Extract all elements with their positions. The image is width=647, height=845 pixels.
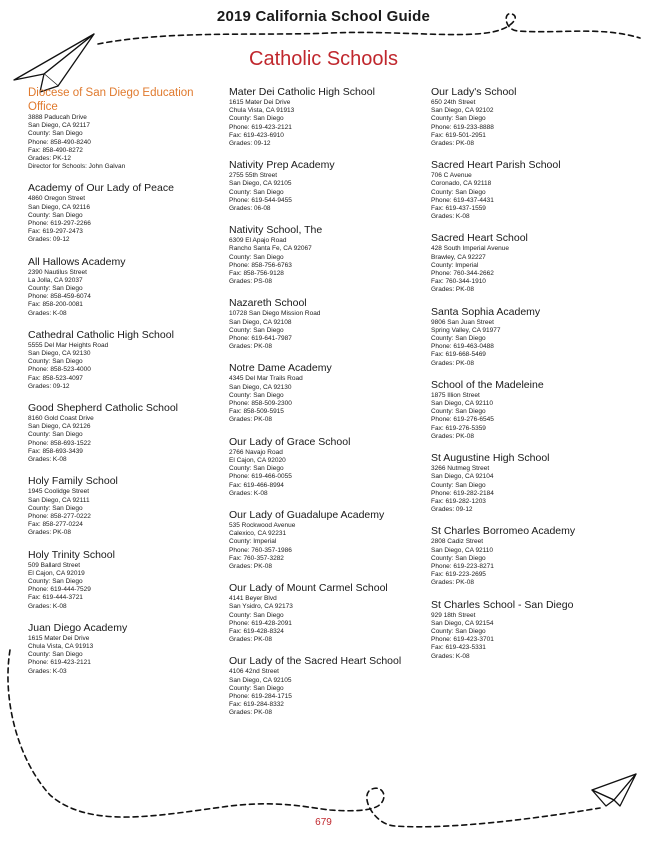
school-detail-line: Grades: K-08	[431, 652, 470, 660]
school-detail-line: Grades: PK-08	[431, 286, 474, 294]
school-detail-line: Chula Vista, CA 91913	[28, 642, 94, 650]
school-detail-line: San Diego, CA 92105	[229, 676, 292, 684]
school-detail-line: County: San Diego	[229, 391, 284, 399]
school-column-3	[431, 86, 626, 672]
school-detail-line: County: San Diego	[229, 253, 284, 261]
school-detail-line: County: San Diego	[229, 326, 284, 334]
school-detail-line: Fax: 619-501-2951	[431, 131, 486, 139]
school-name: Our Lady of Mount Carmel School	[229, 582, 388, 595]
school-detail-line: County: San Diego	[28, 130, 83, 138]
school-entry	[28, 256, 218, 318]
school-detail-line: Grades: 09-12	[431, 506, 473, 514]
school-detail-line: Phone: 858-277-0222	[28, 512, 91, 520]
school-name: Holy Family School	[28, 475, 118, 488]
school-entry	[431, 86, 626, 148]
school-detail-line: Phone: 760-357-1986	[229, 546, 292, 554]
school-detail-line: County: San Diego	[229, 115, 284, 123]
school-entry	[229, 224, 424, 286]
school-detail-line: Grades: K-08	[28, 602, 67, 610]
school-name: All Hallows Academy	[28, 255, 126, 268]
school-column-1	[28, 86, 218, 687]
school-entry	[229, 436, 424, 498]
school-detail-line: Phone: 619-437-4431	[431, 196, 494, 204]
school-detail-line: San Diego, CA 92105	[229, 180, 292, 188]
school-name: Nativity School, The	[229, 224, 323, 237]
school-detail-line: 8160 Gold Coast Drive	[28, 415, 94, 423]
school-entry	[431, 306, 626, 368]
school-detail-line: County: San Diego	[28, 577, 83, 585]
school-detail-line: County: San Diego	[28, 285, 83, 293]
school-detail-line: Fax: 760-357-3282	[229, 554, 284, 562]
school-entry	[28, 622, 218, 676]
school-entry	[431, 525, 626, 587]
school-detail-line: Grades: 06-08	[229, 205, 271, 213]
school-detail-line: Phone: 619-423-3701	[431, 636, 494, 644]
school-column-2	[229, 86, 424, 729]
school-entry	[229, 297, 424, 351]
school-detail-line: 2390 Nautilus Street	[28, 268, 87, 276]
school-detail-line: 9806 San Juan Street	[431, 318, 494, 326]
school-entry	[28, 549, 218, 611]
school-detail-line: Phone: 619-297-2266	[28, 220, 91, 228]
school-detail-line: Fax: 619-668-5469	[431, 351, 486, 359]
school-name: Good Shepherd Catholic School	[28, 402, 179, 415]
school-name: Notre Dame Academy	[229, 362, 332, 375]
school-detail-line: San Diego, CA 92104	[431, 473, 494, 481]
school-detail-line: Phone: 619-423-2121	[229, 123, 292, 131]
school-detail-line: San Diego, CA 92130	[229, 383, 292, 391]
school-detail-line: San Diego, CA 92130	[28, 350, 91, 358]
school-entry	[229, 86, 424, 148]
school-detail-line: Phone: 619-428-2091	[229, 619, 292, 627]
school-detail-line: 1945 Coolidge Street	[28, 488, 90, 496]
school-detail-line: Grades: PS-08	[229, 278, 272, 286]
school-detail-line: Phone: 619-233-8888	[431, 123, 494, 131]
school-detail-line: County: San Diego	[229, 188, 284, 196]
school-detail-line: Grades: K-08	[28, 456, 67, 464]
school-detail-line: Rancho Santa Fe, CA 92067	[229, 245, 312, 253]
school-detail-line: Phone: 619-444-7529	[28, 586, 91, 594]
school-detail-line: Phone: 760-344-2662	[431, 270, 494, 278]
school-detail-line: La Jolla, CA 92037	[28, 276, 83, 284]
school-detail-line: Grades: PK-08	[229, 416, 272, 424]
school-name: Our Lady's School	[431, 86, 517, 98]
school-detail-line: 650 24th Street	[431, 99, 476, 106]
school-name: Santa Sophia Academy	[431, 305, 541, 318]
school-detail-line: Grades: PK-08	[229, 709, 272, 717]
school-detail-line: Grades: K-08	[28, 309, 67, 317]
school-entry	[229, 582, 424, 644]
school-detail-line: Phone: 858-509-2300	[229, 400, 292, 408]
school-name: St Charles School - San Diego	[431, 598, 574, 611]
school-detail-line: 4141 Beyer Blvd	[229, 595, 277, 603]
school-detail-line: Fax: 858-523-4097	[28, 374, 83, 382]
school-name: Nativity Prep Academy	[229, 159, 335, 172]
school-detail-line: Grades: PK-08	[229, 636, 272, 644]
school-detail-line: Fax: 858-756-9128	[229, 270, 284, 278]
school-detail-line: Coronado, CA 92118	[431, 180, 492, 188]
school-detail-line: Chula Vista, CA 91913	[229, 107, 295, 115]
school-detail-line: 509 Ballard Street	[28, 561, 81, 569]
school-detail-line: Phone: 619-463-0488	[431, 343, 494, 351]
school-name: Sacred Heart School	[431, 232, 528, 245]
school-detail-line: 2808 Cadiz Street	[431, 538, 484, 546]
school-detail-line: Fax: 858-509-5915	[229, 408, 284, 416]
school-detail-line: Brawley, CA 92227	[431, 253, 486, 261]
school-detail-line: County: San Diego	[229, 684, 284, 692]
school-detail-line: San Diego, CA 92116	[28, 203, 91, 211]
school-detail-line: County: Imperial	[229, 538, 277, 546]
school-detail-line: County: San Diego	[431, 115, 486, 123]
school-detail-line: County: San Diego	[28, 504, 83, 512]
school-entry	[28, 402, 218, 464]
school-detail-line: 929 18th Street	[431, 611, 476, 619]
school-detail-line: County: Imperial	[431, 261, 479, 269]
school-detail-line: 1615 Mater Dei Drive	[28, 634, 90, 642]
school-detail-line: County: San Diego	[431, 481, 486, 489]
school-detail-line: Grades: PK-08	[229, 562, 272, 570]
school-name: Nazareth School	[229, 297, 307, 310]
school-detail-line: El Cajon, CA 92020	[229, 456, 286, 464]
school-detail-line: San Diego, CA 92110	[431, 546, 494, 554]
school-detail-line: San Diego, CA 92110	[431, 400, 494, 408]
school-detail-line: Grades: 09-12	[28, 236, 70, 244]
school-detail-line: Grades: 09-12	[229, 140, 271, 148]
school-entry	[229, 362, 424, 424]
school-detail-line: Phone: 619-284-1715	[229, 692, 292, 700]
school-detail-line: Phone: 858-756-6763	[229, 261, 292, 269]
school-detail-line: Fax: 619-223-2695	[431, 571, 486, 579]
school-detail-line: 6309 El Apajo Road	[229, 237, 287, 245]
school-detail-line: Grades: PK-12	[28, 155, 71, 163]
school-detail-line: County: San Diego	[28, 431, 83, 439]
school-detail-line: Fax: 619-282-1203	[431, 497, 486, 505]
school-detail-line: Phone: 858-693-1522	[28, 439, 91, 447]
school-detail-line: Fax: 858-277-0224	[28, 521, 83, 529]
school-detail-line: Fax: 619-437-1559	[431, 205, 486, 213]
school-detail-line: Phone: 619-223-8271	[431, 562, 494, 570]
school-detail-line: Director for Schools: John Galvan	[28, 163, 126, 171]
school-detail-line: 2755 55th Street	[229, 172, 278, 180]
school-detail-line: County: San Diego	[431, 627, 486, 635]
school-detail-line: County: San Diego	[28, 358, 83, 366]
school-entry	[431, 159, 626, 221]
school-detail-line: Phone: 619-282-2184	[431, 489, 494, 497]
school-detail-line: Phone: 619-466-0055	[229, 473, 292, 481]
school-name: Our Lady of the Sacred Heart School	[229, 655, 402, 668]
school-detail-line: 4860 Oregon Street	[28, 195, 86, 203]
school-detail-line: 3888 Paducah Drive	[28, 114, 87, 121]
school-name: Diocese of San Diego Education Office	[28, 87, 194, 113]
school-entry	[28, 86, 218, 171]
school-detail-line: Grades: PK-08	[28, 529, 71, 537]
school-detail-line: Fax: 619-276-5359	[431, 424, 486, 432]
school-entry	[28, 182, 218, 244]
school-detail-line: Fax: 619-423-6910	[229, 131, 284, 139]
school-detail-line: County: San Diego	[431, 335, 486, 343]
school-detail-line: Grades: 09-12	[28, 382, 70, 390]
school-detail-line: Fax: 760-344-1910	[431, 278, 486, 286]
school-detail-line: 428 South Imperial Avenue	[431, 245, 509, 253]
school-detail-line: Fax: 858-693-3439	[28, 447, 83, 455]
school-detail-line: County: San Diego	[28, 651, 83, 659]
school-detail-line: San Diego, CA 92102	[431, 107, 494, 115]
page-header-title: 2019 California School Guide	[216, 8, 431, 25]
school-detail-line: Phone: 858-490-8240	[28, 138, 91, 146]
school-entry	[28, 329, 218, 391]
school-detail-line: Grades: PK-08	[431, 359, 474, 367]
school-detail-line: San Diego, CA 92117	[28, 122, 91, 130]
school-detail-line: Fax: 858-490-8272	[28, 146, 83, 154]
school-detail-line: Phone: 858-523-4000	[28, 366, 91, 374]
school-detail-line: Phone: 619-423-2121	[28, 659, 91, 667]
school-entry	[229, 509, 424, 571]
school-entry	[229, 655, 424, 717]
page-number: 679	[315, 817, 332, 828]
school-detail-line: 2766 Navajo Road	[229, 448, 283, 456]
school-detail-line: Phone: 619-544-9455	[229, 196, 292, 204]
school-entry	[431, 232, 626, 294]
school-detail-line: Fax: 619-423-5331	[431, 644, 486, 652]
school-detail-line: County: San Diego	[229, 465, 284, 473]
school-detail-line: 5555 Del Mar Heights Road	[28, 341, 109, 349]
school-detail-line: Fax: 619-428-8324	[229, 627, 284, 635]
school-name: Juan Diego Academy	[28, 621, 128, 634]
school-detail-line: Fax: 858-200-0081	[28, 301, 83, 309]
school-detail-line: Grades: K-08	[229, 489, 268, 497]
school-detail-line: Phone: 858-459-6074	[28, 293, 91, 301]
school-detail-line: 10728 San Diego Mission Road	[229, 310, 321, 318]
school-detail-line: Grades: PK-08	[229, 343, 272, 351]
school-detail-line: Grades: PK-08	[431, 140, 474, 148]
school-detail-line: El Cajon, CA 92019	[28, 569, 85, 577]
school-entry	[431, 379, 626, 441]
school-detail-line: County: San Diego	[229, 611, 284, 619]
school-detail-line: 1615 Mater Dei Drive	[229, 99, 291, 106]
school-detail-line: San Ysidro, CA 92173	[229, 603, 293, 611]
school-detail-line: Phone: 619-641-7987	[229, 335, 292, 343]
school-detail-line: Fax: 619-466-8994	[229, 481, 284, 489]
school-detail-line: 535 Rockwood Avenue	[229, 521, 296, 529]
school-detail-line: San Diego, CA 92111	[28, 496, 90, 504]
school-detail-line: Calexico, CA 92231	[229, 530, 287, 538]
school-entry	[28, 475, 218, 537]
school-name: Our Lady of Guadalupe Academy	[229, 508, 385, 521]
school-detail-line: County: San Diego	[431, 554, 486, 562]
school-detail-line: San Diego, CA 92126	[28, 423, 91, 431]
school-detail-line: Fax: 619-297-2473	[28, 228, 83, 236]
school-detail-line: 4106 42nd Street	[229, 668, 279, 676]
school-detail-line: 4345 Del Mar Trails Road	[229, 375, 303, 383]
school-detail-line: Spring Valley, CA 91977	[431, 326, 501, 334]
school-detail-line: Grades: K-03	[28, 667, 67, 675]
school-detail-line: County: San Diego	[431, 408, 486, 416]
school-entry	[431, 599, 626, 661]
school-name: St Charles Borromeo Academy	[431, 525, 576, 538]
paper-plane-icon	[592, 774, 636, 806]
school-entry	[229, 159, 424, 213]
school-detail-line: San Diego, CA 92154	[431, 619, 494, 627]
school-name: Our Lady of Grace School	[229, 435, 351, 448]
school-detail-line: Grades: PK-08	[431, 432, 474, 440]
school-name: Holy Trinity School	[28, 548, 115, 561]
school-detail-line: Grades: K-08	[431, 213, 470, 221]
school-detail-line: 1875 Illion Street	[431, 391, 480, 399]
school-entry	[431, 452, 626, 514]
school-detail-line: County: San Diego	[431, 188, 486, 196]
school-name: Academy of Our Lady of Peace	[28, 182, 174, 195]
school-name: St Augustine High School	[431, 452, 550, 465]
school-name: Cathedral Catholic High School	[28, 328, 174, 341]
school-detail-line: Fax: 619-444-3721	[28, 594, 83, 602]
section-title: Catholic Schools	[249, 48, 398, 70]
school-name: Mater Dei Catholic High School	[229, 86, 375, 98]
school-name: School of the Madeleine	[431, 378, 544, 391]
school-detail-line: County: San Diego	[28, 211, 83, 219]
school-name: Sacred Heart Parish School	[431, 159, 561, 172]
school-detail-line: 3266 Nutmeg Street	[431, 465, 490, 473]
school-detail-line: Grades: PK-08	[431, 579, 474, 587]
school-detail-line: 706 C Avenue	[431, 172, 472, 180]
school-detail-line: Phone: 619-276-6545	[431, 416, 494, 424]
school-detail-line: San Diego, CA 92108	[229, 318, 292, 326]
school-detail-line: Fax: 619-284-8332	[229, 701, 284, 709]
